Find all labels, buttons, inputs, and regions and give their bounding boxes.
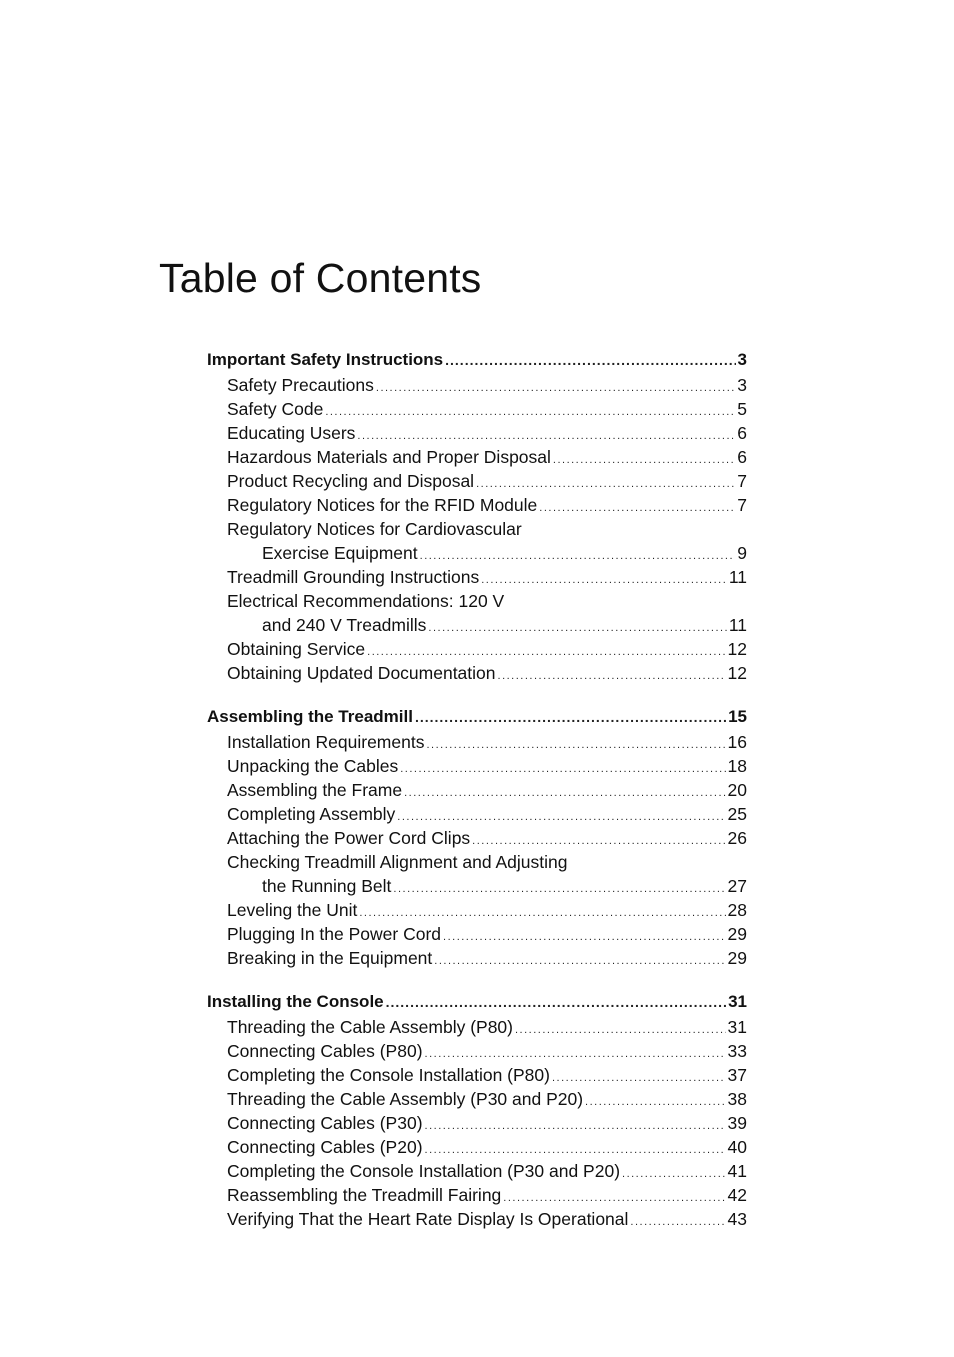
toc-entry-title: Completing the Console Installation (P80) — [227, 1065, 550, 1085]
toc-entry-title: Electrical Recommendations: 120 V — [227, 591, 505, 611]
toc-entry-title: Unpacking the Cables — [227, 756, 399, 776]
leader-dots — [325, 400, 735, 424]
toc-heading[interactable] — [207, 989, 747, 1015]
toc-entry[interactable] — [207, 517, 747, 541]
toc-entry-title: Safety Code — [227, 399, 324, 419]
toc-entry[interactable] — [207, 778, 747, 802]
leader-dots — [386, 989, 726, 1015]
leader-dots — [498, 664, 726, 688]
toc-entry[interactable] — [207, 469, 747, 493]
toc-entry-title: Connecting Cables (P30) — [227, 1113, 423, 1133]
leader-dots — [481, 568, 727, 592]
toc-entry-page: 7 — [737, 471, 747, 491]
toc-entry-title: Safety Precautions — [227, 375, 374, 395]
toc-entry[interactable] — [207, 1159, 747, 1183]
toc-entry[interactable] — [207, 373, 747, 397]
toc-entry[interactable] — [207, 1039, 747, 1063]
toc-entry[interactable] — [207, 1063, 747, 1087]
toc-entry-page: 11 — [728, 615, 747, 635]
toc-entry-title: Plugging In the Power Cord — [227, 924, 442, 944]
toc-entry[interactable] — [207, 445, 747, 469]
leader-dots — [426, 733, 725, 757]
toc-entry-page: 37 — [727, 1065, 747, 1085]
toc-entry-page: 18 — [727, 756, 747, 776]
toc-entry-page: 29 — [727, 924, 747, 944]
toc-entry-page: 31 — [727, 1017, 747, 1037]
toc-entry-page: 12 — [727, 663, 747, 683]
toc-entry-page: 26 — [727, 828, 747, 848]
leader-dots — [443, 925, 726, 949]
toc-entry-title: Completing the Console Installation (P30 and P20) — [227, 1161, 621, 1181]
leader-dots — [445, 347, 735, 373]
toc-entry-page: 25 — [727, 804, 747, 824]
leader-dots — [376, 376, 735, 400]
toc-entry-page: 12 — [727, 639, 747, 659]
toc-entry-page: 3 — [737, 375, 747, 395]
leader-dots — [622, 1162, 726, 1186]
toc-entry[interactable] — [207, 1207, 747, 1231]
toc-entry[interactable] — [207, 493, 747, 517]
toc-entry-page: 39 — [727, 1113, 747, 1133]
toc-entry-page: 9 — [737, 543, 747, 563]
toc-entry-page: 7 — [737, 495, 747, 515]
toc-heading-title: Important Safety Instructions — [207, 350, 444, 369]
toc-entry[interactable] — [207, 898, 747, 922]
toc-section-safety — [207, 347, 747, 685]
toc-entry-page: 41 — [727, 1161, 747, 1181]
toc-entry-page: 11 — [728, 567, 747, 587]
toc-entry-title: Regulatory Notices for Cardiovascular — [227, 519, 522, 539]
page-title: Table of Contents — [159, 255, 482, 301]
toc-heading-title: Installing the Console — [207, 992, 384, 1011]
toc-entry-page: 28 — [727, 900, 747, 920]
toc-entry-title: Installation Requirements — [227, 732, 425, 752]
toc-entry-page: 43 — [727, 1209, 747, 1229]
toc-entry-page: 27 — [727, 876, 747, 896]
toc-entry[interactable] — [207, 565, 747, 589]
table-of-contents — [207, 347, 747, 1250]
leader-dots — [393, 877, 725, 901]
toc-entry[interactable] — [207, 754, 747, 778]
toc-entry-title: Obtaining Service — [227, 639, 366, 659]
toc-heading-title: Assembling the Treadmill — [207, 707, 413, 726]
toc-entry-title: Attaching the Power Cord Clips — [227, 828, 471, 848]
toc-entry[interactable] — [207, 802, 747, 826]
toc-entry[interactable] — [207, 1015, 747, 1039]
toc-entry[interactable] — [207, 661, 747, 685]
toc-entry-page: 38 — [727, 1089, 747, 1109]
toc-heading[interactable] — [207, 704, 747, 730]
toc-entry[interactable] — [207, 1135, 747, 1159]
toc-entry[interactable] — [207, 637, 747, 661]
toc-entry-continuation[interactable] — [207, 541, 747, 565]
leader-dots — [630, 1210, 725, 1234]
toc-entry[interactable] — [207, 1087, 747, 1111]
toc-entry[interactable] — [207, 826, 747, 850]
toc-entry-page: 16 — [727, 732, 747, 752]
toc-heading-page: 31 — [728, 992, 747, 1011]
leader-dots — [515, 1018, 726, 1042]
leader-dots — [425, 1114, 726, 1138]
toc-entry[interactable] — [207, 1183, 747, 1207]
toc-entry-page: 42 — [727, 1185, 747, 1205]
leader-dots — [404, 781, 725, 805]
toc-heading-page: 15 — [728, 707, 747, 726]
toc-entry-title: Completing Assembly — [227, 804, 396, 824]
toc-entry[interactable] — [207, 421, 747, 445]
toc-entry[interactable] — [207, 946, 747, 970]
toc-entry-page: 20 — [727, 780, 747, 800]
toc-entry-title: Product Recycling and Disposal — [227, 471, 475, 491]
toc-entry-continuation[interactable] — [207, 613, 747, 637]
toc-entry[interactable] — [207, 1111, 747, 1135]
toc-entry-title: Assembling the Frame — [227, 780, 403, 800]
toc-entry-title: Breaking in the Equipment — [227, 948, 433, 968]
toc-entry-page: 6 — [737, 447, 747, 467]
toc-entry-page: 5 — [737, 399, 747, 419]
toc-entry-title: Reassembling the Treadmill Fairing — [227, 1185, 502, 1205]
toc-entry-title-continuation: the Running Belt — [262, 876, 392, 896]
toc-entry-title: Connecting Cables (P20) — [227, 1137, 423, 1157]
toc-entry-title-continuation: Exercise Equipment — [262, 543, 418, 563]
toc-entry-title: Checking Treadmill Alignment and Adjusting — [227, 852, 568, 872]
toc-entry-page: 40 — [727, 1137, 747, 1157]
toc-entry[interactable] — [207, 922, 747, 946]
toc-entry-title: Threading the Cable Assembly (P80) — [227, 1017, 513, 1037]
toc-entry-title: Verifying That the Heart Rate Display Is Operational — [227, 1209, 629, 1229]
leader-dots — [434, 949, 725, 973]
toc-entry-title: Connecting Cables (P80) — [227, 1041, 423, 1061]
toc-entry-title: Leveling the Unit — [227, 900, 358, 920]
leader-dots — [585, 1090, 725, 1114]
toc-entry-page: 33 — [727, 1041, 747, 1061]
toc-entry-title: Educating Users — [227, 423, 356, 443]
toc-entry[interactable] — [207, 397, 747, 421]
toc-entry-title-continuation: and 240 V Treadmills — [262, 615, 427, 635]
leader-dots — [428, 616, 726, 640]
toc-heading-page: 3 — [737, 350, 747, 369]
toc-entry-title: Hazardous Materials and Proper Disposal — [227, 447, 551, 467]
leader-dots — [539, 496, 735, 520]
leader-dots — [415, 704, 726, 730]
leader-dots — [553, 448, 735, 472]
toc-entry-title: Threading the Cable Assembly (P30 and P20) — [227, 1089, 584, 1109]
toc-section-assembling — [207, 704, 747, 970]
toc-entry-title: Obtaining Updated Documentation — [227, 663, 496, 683]
toc-heading[interactable] — [207, 347, 747, 373]
toc-entry[interactable] — [207, 589, 747, 613]
toc-section-console — [207, 989, 747, 1231]
toc-entry[interactable] — [207, 730, 747, 754]
toc-entry-page: 6 — [737, 423, 747, 443]
toc-entry-page: 29 — [727, 948, 747, 968]
toc-entry[interactable] — [207, 850, 747, 874]
toc-entry-title: Treadmill Grounding Instructions — [227, 567, 480, 587]
toc-entry-continuation[interactable] — [207, 874, 747, 898]
toc-entry-title: Regulatory Notices for the RFID Module — [227, 495, 538, 515]
leader-dots — [400, 757, 725, 781]
